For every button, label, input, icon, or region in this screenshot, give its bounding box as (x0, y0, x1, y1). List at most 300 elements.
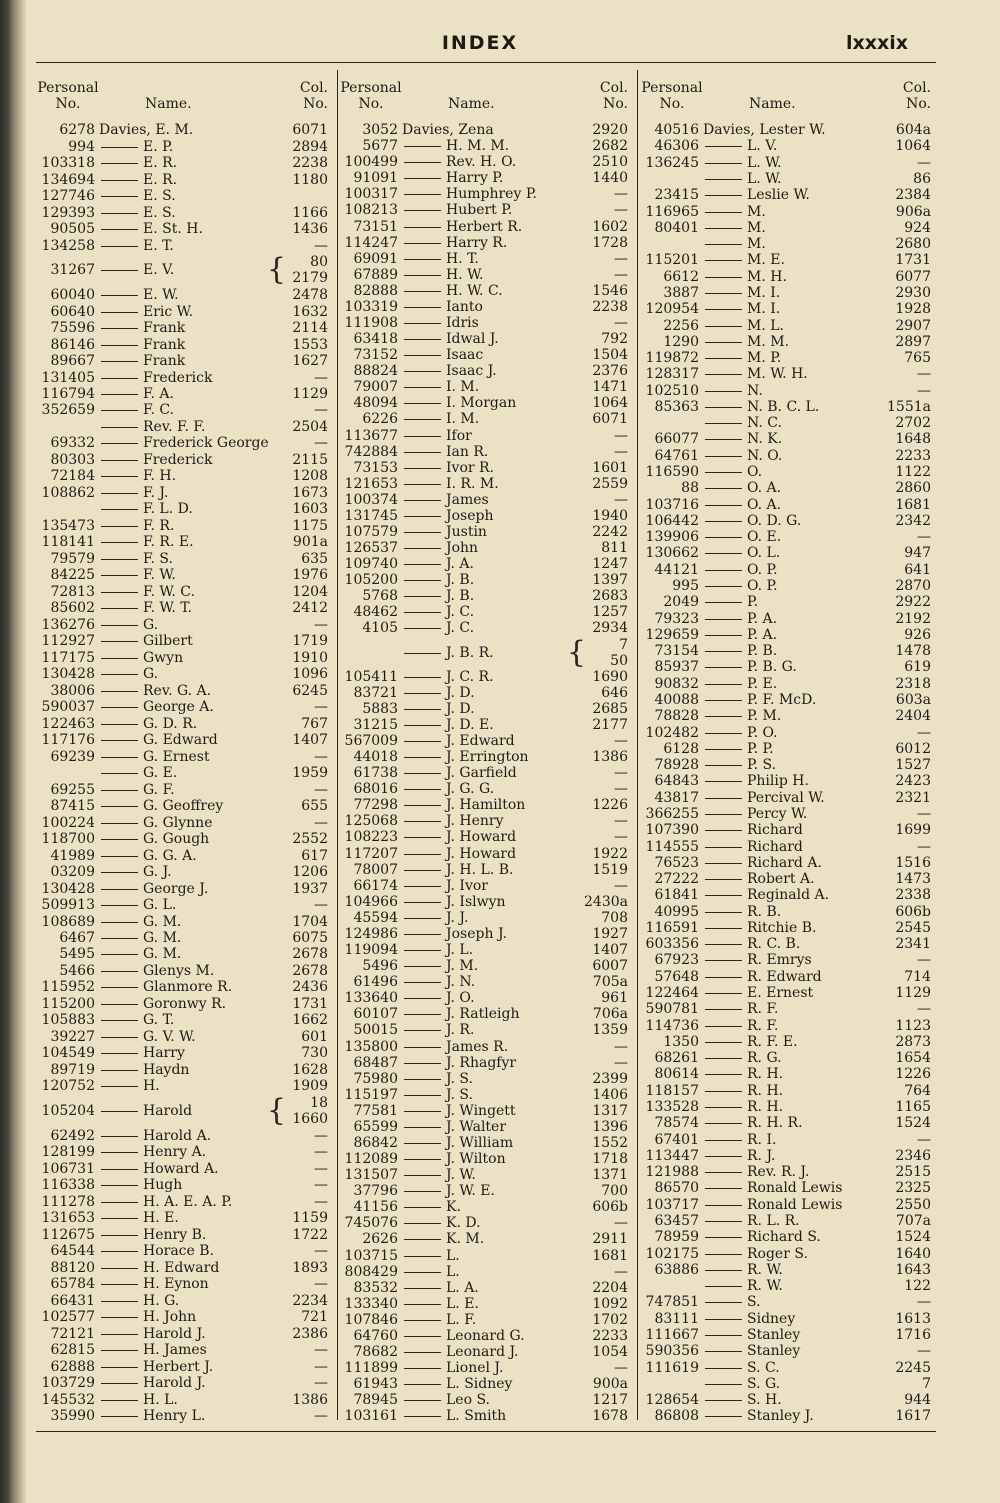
index-entry (37, 468, 330, 484)
column-number: 1553 (292, 336, 328, 353)
column-number: 2478 (292, 287, 328, 304)
column-number: 1546 (592, 282, 628, 299)
index-entry (641, 285, 933, 301)
personal-number: 126537 (344, 540, 398, 557)
index-entry (340, 894, 630, 910)
column-header (340, 80, 630, 122)
personal-number: 89667 (50, 353, 95, 370)
column-number: 1407 (592, 942, 628, 959)
entry-name: R. C. B. (703, 936, 800, 952)
index-entry (641, 350, 933, 366)
column-number: 6071 (592, 411, 628, 428)
index-entry (340, 1312, 630, 1328)
column-divider-2 (637, 70, 638, 1420)
column-number: 900a (592, 1376, 628, 1393)
personal-number: 131745 (344, 507, 398, 524)
personal-number: 145532 (41, 1391, 95, 1408)
entry-name: M. M. (703, 334, 789, 350)
personal-number: 127746 (41, 188, 95, 205)
index-entry (340, 634, 630, 670)
entry-name: O. P. (703, 578, 778, 594)
entry-name: L. (402, 1264, 460, 1280)
personal-number: 88 (681, 480, 699, 497)
personal-number: 590781 (645, 1001, 699, 1018)
personal-number: 84225 (50, 567, 95, 584)
index-entry (37, 880, 330, 896)
entry-name: Roger S. (703, 1246, 808, 1262)
entry-name: Ian R. (402, 444, 488, 460)
index-entry (641, 643, 933, 659)
index-entry (641, 822, 933, 838)
column-number: — (314, 748, 328, 765)
index-entry (641, 1066, 933, 1082)
column-number: 1681 (895, 496, 931, 513)
column-number: 2341 (895, 936, 931, 953)
index-entry (340, 267, 630, 283)
index-entry (641, 1050, 933, 1066)
column-number: 2325 (895, 1180, 931, 1197)
personal-number: 44121 (654, 561, 699, 578)
entry-name: Davies, Zena (402, 122, 494, 139)
entry-name: O. L. (703, 545, 780, 561)
column-number: 2510 (592, 154, 628, 171)
entry-name: J. C. (402, 620, 474, 636)
entry-name: Lionel J. (402, 1360, 503, 1376)
index-entry (37, 1177, 330, 1193)
column-number: 2242 (592, 523, 628, 540)
entry-name: Henry L. (99, 1408, 205, 1424)
index-entry (37, 435, 330, 451)
index-entry (340, 1135, 630, 1151)
index-entry (37, 584, 330, 600)
personal-number: 60640 (50, 303, 95, 320)
entry-name: Haydn (99, 1062, 189, 1078)
column-number: — (614, 443, 628, 460)
entry-name: E. R. (99, 172, 177, 188)
index-entry (641, 1099, 933, 1115)
column-number: — (614, 781, 628, 798)
column-number: 2559 (592, 475, 628, 492)
index-entry (37, 237, 330, 253)
column-number: 765 (904, 350, 931, 367)
entry-name: F. W. C. (99, 584, 195, 600)
personal-number: 40516 (654, 122, 699, 139)
column-number: — (614, 1263, 628, 1280)
personal-number: 114736 (645, 1017, 699, 1034)
index-entry (340, 331, 630, 347)
entry-name: L. F. (402, 1312, 476, 1328)
column-number: 1129 (895, 985, 931, 1002)
column-number: 1648 (895, 431, 931, 448)
index-entry (340, 926, 630, 942)
personal-number: 100499 (344, 154, 398, 171)
column-number: 2177 (592, 716, 628, 733)
entry-name: J. J. (402, 910, 468, 926)
entry-name: N. O. (703, 448, 782, 464)
index-entry (37, 501, 330, 517)
personal-number: 128317 (645, 366, 699, 383)
personal-number: 116338 (41, 1177, 95, 1194)
column-number: — (917, 805, 931, 822)
entry-name: Percy W. (703, 806, 807, 822)
column-number: 1731 (895, 252, 931, 269)
index-entry (37, 1029, 330, 1045)
entry-name: Reginald A. (703, 887, 829, 903)
column-number: — (614, 266, 628, 283)
column-number: 1937 (292, 880, 328, 897)
index-entry (37, 699, 330, 715)
personal-no-header (340, 80, 402, 112)
column-number: 1719 (292, 633, 328, 650)
column-number: 619 (904, 659, 931, 676)
column-number: 2678 (292, 962, 328, 979)
index-entry (340, 990, 630, 1006)
column-number: 2115 (292, 451, 328, 468)
entry-name: J. C. R. (402, 669, 494, 685)
index-entry (37, 1161, 330, 1177)
index-entry (340, 1376, 630, 1392)
personal-number: 6226 (362, 411, 398, 428)
index-entry (340, 1231, 630, 1247)
personal-number: 23415 (654, 187, 699, 204)
column-number: 1180 (292, 171, 328, 188)
personal-number: 104549 (41, 1045, 95, 1062)
index-entry (641, 741, 933, 757)
personal-number: 133528 (645, 1099, 699, 1116)
index-entry (641, 513, 933, 529)
entry-name: Harold J. (99, 1326, 206, 1342)
personal-number: 105200 (344, 572, 398, 589)
personal-number: 62815 (50, 1342, 95, 1359)
entry-name: Harold J. (99, 1375, 206, 1391)
personal-number: 6612 (663, 268, 699, 285)
index-entry (340, 1328, 630, 1344)
entry-name: H. T. (402, 251, 479, 267)
column-number: 1478 (895, 643, 931, 660)
entry-name: Percival W. (703, 790, 825, 806)
index-entry (641, 724, 933, 740)
personal-number: 108689 (41, 913, 95, 930)
personal-number: 65784 (50, 1276, 95, 1293)
personal-number: 78574 (654, 1115, 699, 1132)
index-entry (340, 1296, 630, 1312)
column-number: 1976 (292, 567, 328, 584)
column-number: — (314, 1276, 328, 1293)
personal-number: 80303 (50, 451, 95, 468)
column-number: 1909 (292, 1078, 328, 1095)
index-entry (641, 301, 933, 317)
personal-number: 105883 (41, 1012, 95, 1029)
index-entry (37, 287, 330, 303)
index-entry (340, 1071, 630, 1087)
column-number: — (314, 369, 328, 386)
personal-number: 125068 (344, 813, 398, 830)
entry-name: J. Hamilton (402, 797, 525, 813)
index-entry (340, 1055, 630, 1071)
personal-number: 111667 (645, 1326, 699, 1343)
personal-number: 80614 (654, 1066, 699, 1083)
column-number: 706a (592, 1006, 628, 1023)
index-entry (641, 1311, 933, 1327)
col-label: Col. (902, 80, 931, 96)
index-entry (641, 252, 933, 268)
entry-name: H. John (99, 1309, 196, 1325)
personal-number: 88120 (50, 1259, 95, 1276)
entry-name: Hubert P. (402, 202, 512, 218)
column-number: 2376 (592, 363, 628, 380)
index-entry (37, 1375, 330, 1391)
index-entry (37, 518, 330, 534)
column-number: 1247 (592, 556, 628, 573)
entry-name: J. Islwyn (402, 894, 506, 910)
column-number: 1716 (895, 1326, 931, 1343)
column-number: 1617 (895, 1408, 931, 1425)
personal-label: Personal (641, 80, 703, 96)
column-number: 6012 (895, 740, 931, 757)
index-entry (641, 1164, 933, 1180)
column-number: 2894 (292, 138, 328, 155)
entry-name: E. Ernest (703, 985, 813, 1001)
personal-number: 44018 (353, 749, 398, 766)
personal-number: 66431 (50, 1292, 95, 1309)
column-number: 767 (301, 715, 328, 732)
entry-name: G. (99, 666, 158, 682)
index-entry (641, 659, 933, 675)
index-entry (37, 320, 330, 336)
index-entry (340, 315, 630, 331)
personal-number: 72813 (50, 583, 95, 600)
entry-name: G. Edward (99, 732, 218, 748)
column-number: 1129 (292, 386, 328, 402)
entry-name: Gwyn (99, 650, 183, 666)
column-number: 2860 (895, 480, 931, 497)
entry-name: J. Howard (402, 829, 516, 845)
personal-number: 115197 (344, 1086, 398, 1103)
index-entry (641, 578, 933, 594)
entry-name: J. G. G. (402, 781, 494, 797)
column-number: 2515 (895, 1164, 931, 1181)
column-number: 2430a (584, 893, 628, 910)
personal-number: 102510 (645, 382, 699, 399)
entry-name: E. S. (99, 188, 176, 204)
entry-name: H. L. (99, 1392, 178, 1408)
entry-name: M. I. (703, 301, 780, 317)
personal-number: 57648 (654, 968, 699, 985)
personal-number: 73151 (353, 218, 398, 235)
col-label: Col. (299, 80, 328, 96)
column-number: 646 (601, 684, 628, 701)
index-entry (340, 427, 630, 443)
index-entry (340, 669, 630, 685)
column-number: 2920 (592, 122, 628, 139)
column-number: 2399 (592, 1070, 628, 1087)
column-number: 2233 (592, 1327, 628, 1344)
entry-name: Rev. G. A. (99, 683, 211, 699)
entry-name: G. D. R. (99, 716, 197, 732)
personal-number: 83721 (353, 684, 398, 701)
entry-name: H. James (99, 1342, 207, 1358)
name-header: Name. (448, 96, 495, 112)
column-number: 7 (619, 636, 628, 653)
personal-number: 130428 (41, 666, 95, 683)
entry-name: G. E. (99, 765, 177, 781)
index-entry (641, 936, 933, 952)
column-number: 1678 (592, 1408, 628, 1425)
personal-number: 120954 (645, 301, 699, 318)
personal-number: 121653 (344, 475, 398, 492)
column-number: 1922 (592, 845, 628, 862)
personal-number: 117207 (344, 845, 398, 862)
column-number: — (314, 1127, 328, 1144)
index-entry (641, 220, 933, 236)
entry-name: F. H. (99, 468, 176, 484)
index-entry (340, 379, 630, 395)
index-entry (641, 676, 933, 692)
column-number: 944 (904, 1392, 931, 1409)
column-number: 1208 (292, 468, 328, 485)
column-number: 1731 (292, 995, 328, 1012)
entry-name: H. A. E. A. P. (99, 1194, 232, 1210)
entry-name: Herbert J. (99, 1359, 213, 1375)
entry-name: G. V. W. (99, 1029, 196, 1045)
column-number: 2922 (895, 594, 931, 611)
entry-name: Henry A. (99, 1144, 206, 1160)
column-number: 2423 (895, 773, 931, 790)
personal-number: 102577 (41, 1309, 95, 1326)
personal-number: 102175 (645, 1245, 699, 1262)
column-number: 2680 (895, 236, 931, 253)
column-number: 1407 (292, 732, 328, 749)
column-number: 2384 (895, 187, 931, 204)
brace-symbol: { (566, 634, 586, 670)
personal-number: 68487 (353, 1054, 398, 1071)
index-entry (37, 1325, 330, 1341)
entry-name: E. V. (99, 262, 174, 278)
page-title: INDEX (441, 32, 519, 54)
index-entry (37, 847, 330, 863)
index-entry (37, 1095, 330, 1128)
column-number: — (314, 699, 328, 716)
entry-name: G. M. (99, 930, 181, 946)
column-number: 1704 (292, 913, 328, 930)
personal-number: 113677 (344, 427, 398, 444)
entry-name: Joseph (402, 508, 494, 524)
personal-number: 136276 (41, 616, 95, 633)
entry-name: S. C. (703, 1360, 780, 1376)
index-entry (641, 1131, 933, 1147)
column-number: 1632 (292, 303, 328, 320)
personal-number: 85602 (50, 600, 95, 617)
personal-number: 78682 (353, 1343, 398, 1360)
column-number: 2192 (895, 610, 931, 627)
entry-name: J. Ratleigh (402, 1006, 519, 1022)
column-number: 2907 (895, 317, 931, 334)
personal-number: 112089 (344, 1151, 398, 1168)
entry-name: H. W. C. (402, 283, 503, 299)
entry-name: R. F. E. (703, 1034, 798, 1050)
entry-name: J. W. (402, 1167, 476, 1183)
entry-name: Glenys M. (99, 963, 214, 979)
column-number: 1217 (592, 1392, 628, 1409)
entry-name: J. B. (402, 572, 474, 588)
entry-name: Gilbert (99, 633, 193, 649)
column-number: 2550 (895, 1196, 931, 1213)
index-entry (37, 336, 330, 352)
column-number: — (614, 733, 628, 750)
entry-name: E. P. (99, 139, 173, 155)
entry-name: Robert A. (703, 871, 815, 887)
index-entry (340, 540, 630, 556)
column-number: — (314, 1177, 328, 1194)
index-entry (37, 979, 330, 995)
personal-number: 73154 (654, 643, 699, 660)
column-number: 1397 (592, 572, 628, 589)
entry-name: F. W. (99, 567, 176, 583)
entry-name: Richard (703, 822, 803, 838)
personal-number: 109740 (344, 556, 398, 573)
column-number: 1092 (592, 1295, 628, 1312)
column-number: — (614, 491, 628, 508)
entry-name: K. M. (402, 1231, 484, 1247)
personal-number: 107390 (645, 822, 699, 839)
index-entry (641, 1229, 933, 1245)
column-number: — (314, 616, 328, 633)
column-number: 2318 (895, 675, 931, 692)
col-no-header (588, 80, 628, 112)
personal-number: 131653 (41, 1210, 95, 1227)
index-entry (641, 496, 933, 512)
column-number: 1690 (592, 668, 628, 685)
entry-name: J. B. (402, 588, 474, 604)
index-entry (340, 202, 630, 218)
personal-number: 86570 (654, 1180, 699, 1197)
index-entry (340, 170, 630, 186)
personal-number: 115201 (645, 252, 699, 269)
index-entry (641, 887, 933, 903)
column-number: 1603 (292, 501, 328, 518)
entry-name: J. D. (402, 701, 475, 717)
entry-name: Ritchie B. (703, 920, 816, 936)
entry-name: O. E. (703, 529, 781, 545)
personal-number: 75980 (353, 1070, 398, 1087)
personal-number: 136245 (645, 154, 699, 171)
entry-name: P. E. (703, 676, 777, 692)
col-no-label: No. (906, 96, 931, 112)
entry-name: Harold (99, 1103, 192, 1119)
column-header (37, 80, 330, 122)
index-entry (641, 855, 933, 871)
column-number: 601 (301, 1028, 328, 1045)
personal-number: 60040 (50, 287, 95, 304)
personal-number: 3052 (362, 122, 398, 139)
column-number: — (314, 1144, 328, 1161)
personal-number: 89719 (50, 1061, 95, 1078)
personal-number: 100374 (344, 491, 398, 508)
index-entry (641, 480, 933, 496)
column-number: 1406 (592, 1086, 628, 1103)
entry-name: I. M. (402, 379, 479, 395)
personal-number: 78945 (353, 1392, 398, 1409)
entry-name: J. C. (402, 604, 474, 620)
personal-number: 61738 (353, 765, 398, 782)
personal-number: 133640 (344, 990, 398, 1007)
entry-name: Justin (402, 524, 487, 540)
index-entry (641, 594, 933, 610)
entry-name: J. A. (402, 556, 474, 572)
index-entry (37, 1226, 330, 1242)
entry-name: J. S. (402, 1087, 473, 1103)
index-entry (641, 399, 933, 415)
